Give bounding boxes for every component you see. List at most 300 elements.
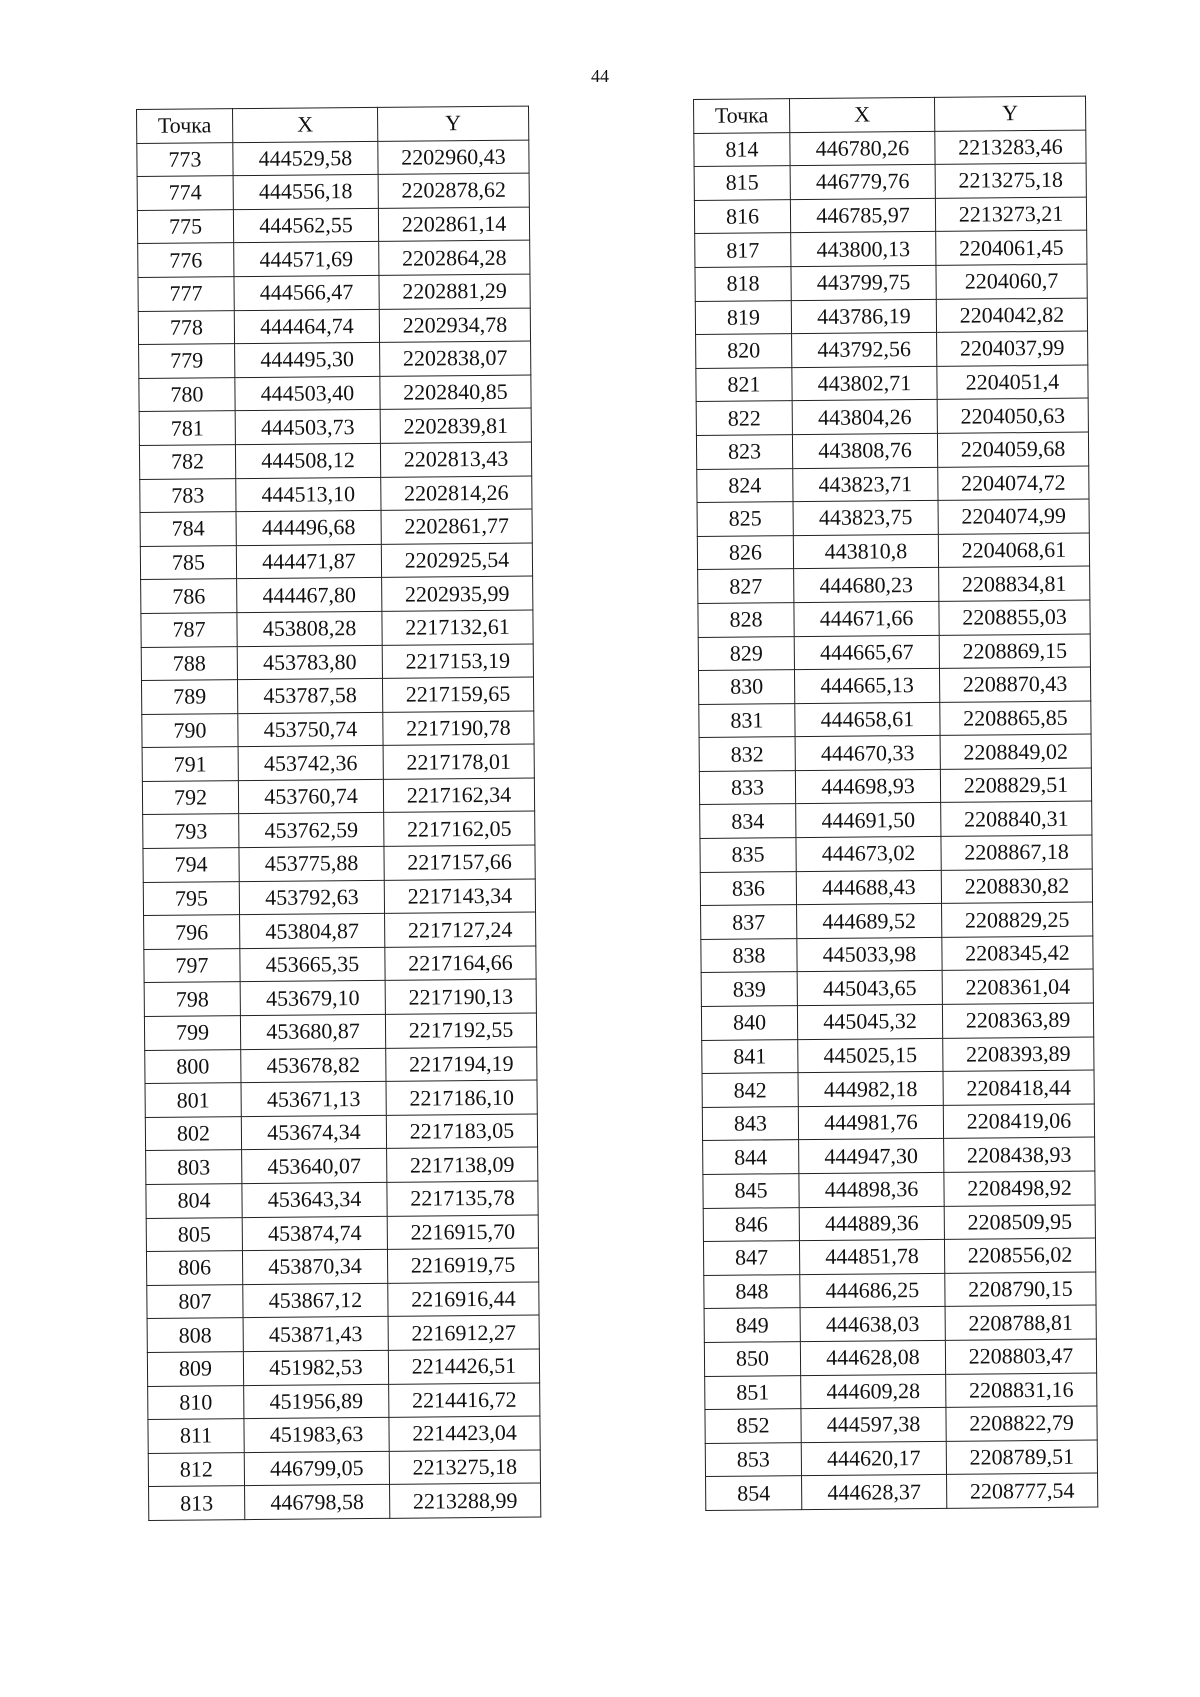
cell-x: 444566,47	[234, 275, 379, 310]
cell-y: 2204037,99	[937, 331, 1088, 366]
cell-point: 825	[697, 502, 793, 536]
table-row	[148, 1416, 540, 1453]
cell-y: 2217190,78	[383, 711, 534, 746]
cell-y: 2202861,14	[378, 207, 529, 242]
cell-x: 453742,36	[238, 746, 383, 781]
cell-y: 2208830,82	[941, 869, 1092, 904]
cell-y: 2208855,03	[939, 600, 1090, 635]
table-row	[697, 499, 1089, 536]
cell-y: 2202840,85	[380, 375, 531, 410]
table-row	[146, 1248, 538, 1285]
table-row	[140, 543, 532, 580]
column-header-point: Точка	[137, 109, 233, 143]
cell-point: 814	[694, 132, 790, 166]
cell-point: 808	[147, 1318, 243, 1352]
cell-y: 2202814,26	[381, 476, 532, 511]
cell-x: 444670,33	[795, 736, 940, 771]
cell-x: 453871,43	[243, 1317, 388, 1352]
cell-y: 2202838,07	[380, 341, 531, 376]
table-row	[697, 533, 1089, 570]
table-row	[147, 1315, 539, 1352]
cell-y: 2216912,27	[388, 1315, 539, 1350]
table-row	[137, 173, 529, 210]
table-row	[147, 1349, 539, 1386]
cell-x: 451956,89	[244, 1384, 389, 1419]
cell-point: 775	[137, 209, 233, 243]
table-row	[703, 1137, 1095, 1174]
cell-y: 2202925,54	[381, 543, 532, 578]
cell-y: 2208509,95	[944, 1205, 1095, 1240]
cell-x: 444556,18	[233, 175, 378, 210]
cell-y: 2217127,24	[385, 912, 536, 947]
cell-x: 453867,12	[243, 1283, 388, 1318]
cell-y: 2217178,01	[383, 744, 534, 779]
cell-y: 2204061,45	[936, 230, 1087, 265]
cell-x: 453671,13	[241, 1082, 386, 1117]
cell-point: 845	[703, 1174, 799, 1208]
cell-y: 2213288,99	[390, 1483, 541, 1518]
table-row	[702, 1070, 1094, 1107]
cell-x: 444628,08	[800, 1340, 945, 1375]
cell-x: 453640,07	[242, 1149, 387, 1184]
cell-point: 836	[700, 871, 796, 905]
cell-y: 2204042,82	[936, 298, 1087, 333]
cell-point: 822	[696, 401, 792, 435]
table-row	[696, 432, 1088, 469]
table-row	[704, 1272, 1096, 1309]
cell-point: 789	[141, 680, 237, 714]
cell-point: 786	[141, 579, 237, 613]
table-row	[147, 1282, 539, 1319]
cell-y: 2217162,05	[384, 812, 535, 847]
cell-point: 783	[140, 478, 236, 512]
cell-y: 2208834,81	[939, 566, 1090, 601]
cell-y: 2208865,85	[940, 701, 1091, 736]
cell-x: 453783,80	[237, 645, 382, 680]
table-row	[704, 1305, 1096, 1342]
cell-y: 2204060,7	[936, 264, 1087, 299]
cell-y: 2217132,61	[382, 610, 533, 645]
table-row	[701, 1003, 1093, 1040]
cell-point: 773	[137, 142, 233, 176]
cell-point: 837	[701, 905, 797, 939]
cell-x: 444495,30	[235, 343, 380, 378]
cell-point: 811	[148, 1419, 244, 1453]
cell-point: 782	[139, 445, 235, 479]
cell-point: 793	[143, 814, 239, 848]
table-row	[704, 1339, 1096, 1376]
table-row	[700, 835, 1092, 872]
cell-x: 444508,12	[235, 443, 380, 478]
table-row	[695, 230, 1087, 267]
cell-point: 779	[139, 344, 235, 378]
table-row	[148, 1450, 540, 1487]
cell-y: 2213283,46	[935, 130, 1086, 165]
cell-point: 791	[142, 747, 238, 781]
cell-y: 2217164,66	[385, 946, 536, 981]
cell-point: 821	[696, 367, 792, 401]
table-row	[146, 1215, 538, 1252]
cell-x: 444673,02	[796, 836, 941, 871]
cell-y: 2204074,72	[938, 466, 1089, 501]
table-row	[145, 1080, 537, 1117]
table-row	[698, 667, 1090, 704]
table-row	[705, 1373, 1097, 1410]
cell-y: 2217186,10	[386, 1080, 537, 1115]
cell-point: 849	[704, 1308, 800, 1342]
cell-x: 444686,25	[800, 1273, 945, 1308]
table-row	[698, 600, 1090, 637]
cell-y: 2208849,02	[940, 734, 1091, 769]
cell-y: 2217153,19	[382, 644, 533, 679]
cell-point: 826	[697, 535, 793, 569]
cell-x: 444638,03	[800, 1307, 945, 1342]
table-row	[140, 476, 532, 513]
cell-y: 2213275,18	[389, 1450, 540, 1485]
cell-point: 819	[695, 300, 791, 334]
cell-x: 444688,43	[796, 870, 941, 905]
cell-y: 2216915,70	[387, 1215, 538, 1250]
cell-x: 453679,10	[240, 981, 385, 1016]
cell-y: 2217159,65	[382, 677, 533, 712]
cell-point: 827	[698, 569, 794, 603]
table-row	[142, 711, 534, 748]
table-row	[145, 1047, 537, 1084]
cell-x: 444691,50	[796, 803, 941, 838]
cell-x: 444562,55	[233, 208, 378, 243]
cell-y: 2217194,19	[386, 1047, 537, 1082]
cell-x: 453874,74	[242, 1216, 387, 1251]
cell-y: 2204059,68	[937, 432, 1088, 467]
table-row	[139, 442, 531, 479]
cell-x: 444513,10	[236, 477, 381, 512]
table-header-row	[694, 96, 1086, 133]
cell-point: 796	[144, 915, 240, 949]
cell-y: 2217192,55	[385, 1013, 536, 1048]
cell-x: 444698,93	[795, 769, 940, 804]
table-row	[697, 466, 1089, 503]
cell-point: 806	[146, 1251, 242, 1285]
table-row	[703, 1205, 1095, 1242]
cell-y: 2217157,66	[384, 845, 535, 880]
cell-point: 787	[141, 613, 237, 647]
table-row	[694, 130, 1086, 167]
cell-y: 2217143,34	[384, 879, 535, 914]
cell-point: 812	[148, 1452, 244, 1486]
cell-y: 2202878,62	[378, 173, 529, 208]
cell-y: 2202813,43	[380, 442, 531, 477]
cell-x: 453678,82	[241, 1048, 386, 1083]
cell-point: 774	[137, 176, 233, 210]
table-row	[696, 331, 1088, 368]
cell-x: 453804,87	[240, 914, 385, 949]
table-row	[700, 869, 1092, 906]
cell-x: 443810,8	[793, 534, 938, 569]
cell-y: 2202881,29	[379, 274, 530, 309]
table-row	[144, 912, 536, 949]
table-row	[706, 1473, 1098, 1510]
cell-y: 2208419,06	[943, 1104, 1094, 1139]
coordinates-table-left	[136, 106, 541, 1521]
cell-point: 846	[703, 1207, 799, 1241]
cell-y: 2208869,15	[939, 634, 1090, 669]
cell-point: 776	[138, 243, 234, 277]
cell-point: 820	[696, 334, 792, 368]
cell-y: 2208840,31	[941, 802, 1092, 837]
cell-y: 2202861,77	[381, 509, 532, 544]
cell-point: 841	[702, 1039, 798, 1073]
cell-y: 2204068,61	[938, 533, 1089, 568]
cell-point: 803	[146, 1150, 242, 1184]
table-row	[139, 408, 531, 445]
cell-point: 853	[705, 1442, 801, 1476]
cell-x: 453750,74	[238, 712, 383, 747]
table-row	[139, 341, 531, 378]
table-row	[139, 375, 531, 412]
table-row	[143, 879, 535, 916]
cell-y: 2217190,13	[385, 979, 536, 1014]
table-row	[694, 197, 1086, 234]
table-row	[699, 734, 1091, 771]
cell-y: 2202960,43	[378, 140, 529, 175]
table-row	[705, 1406, 1097, 1443]
cell-y: 2208789,51	[946, 1440, 1097, 1475]
cell-y: 2214426,51	[388, 1349, 539, 1384]
cell-point: 829	[698, 636, 794, 670]
cell-point: 794	[143, 848, 239, 882]
table-row	[705, 1440, 1097, 1477]
cell-point: 810	[148, 1385, 244, 1419]
cell-x: 444947,30	[799, 1139, 944, 1174]
cell-x: 444671,66	[794, 601, 939, 636]
table-row	[144, 946, 536, 983]
cell-y: 2213273,21	[935, 197, 1086, 232]
cell-y: 2204051,4	[937, 365, 1088, 400]
cell-y: 2208363,89	[942, 1003, 1093, 1038]
cell-x: 444680,23	[794, 568, 939, 603]
cell-point: 781	[139, 411, 235, 445]
cell-point: 843	[702, 1106, 798, 1140]
cell-x: 453762,59	[239, 813, 384, 848]
table-row	[137, 140, 529, 177]
cell-x: 444658,61	[795, 702, 940, 737]
cell-point: 818	[695, 267, 791, 301]
table-row	[700, 802, 1092, 839]
cell-y: 2217183,05	[386, 1114, 537, 1149]
coordinates-table-right	[693, 96, 1098, 1511]
table-row	[701, 969, 1093, 1006]
cell-y: 2208870,43	[939, 667, 1090, 702]
cell-x: 444571,69	[234, 242, 379, 277]
cell-point: 778	[138, 310, 234, 344]
cell-point: 801	[145, 1083, 241, 1117]
cell-point: 854	[706, 1476, 802, 1510]
cell-x: 445043,65	[797, 971, 942, 1006]
cell-point: 792	[142, 781, 238, 815]
cell-x: 451982,53	[243, 1350, 388, 1385]
cell-x: 444851,78	[799, 1240, 944, 1275]
cell-x: 446779,76	[790, 165, 935, 200]
table-row	[696, 398, 1088, 435]
cell-x: 445045,32	[797, 1004, 942, 1039]
table-row	[137, 207, 529, 244]
cell-point: 839	[701, 972, 797, 1006]
cell-x: 444628,37	[802, 1475, 947, 1510]
cell-y: 2217162,34	[383, 778, 534, 813]
table-row	[141, 677, 533, 714]
column-header-y: Y	[377, 106, 528, 141]
cell-y: 2208831,16	[946, 1373, 1097, 1408]
cell-x: 446780,26	[790, 131, 935, 166]
cell-point: 813	[149, 1486, 245, 1520]
table-row	[694, 163, 1086, 200]
cell-x: 444471,87	[236, 544, 381, 579]
cell-point: 834	[700, 804, 796, 838]
cell-y: 2208345,42	[942, 936, 1093, 971]
column-header-point: Точка	[694, 99, 790, 133]
table-row	[146, 1181, 538, 1218]
table-row	[144, 1013, 536, 1050]
cell-x: 453775,88	[239, 846, 384, 881]
table-row	[148, 1383, 540, 1420]
cell-x: 443802,71	[792, 366, 937, 401]
table-row	[143, 845, 535, 882]
table-row	[144, 979, 536, 1016]
cell-y: 2213275,18	[935, 163, 1086, 198]
table-row	[696, 365, 1088, 402]
cell-point: 840	[701, 1006, 797, 1040]
cell-y: 2208788,81	[945, 1305, 1096, 1340]
cell-x: 453643,34	[242, 1182, 387, 1217]
cell-point: 850	[704, 1342, 800, 1376]
cell-y: 2204074,99	[938, 499, 1089, 534]
cell-x: 443799,75	[791, 265, 936, 300]
cell-point: 777	[138, 277, 234, 311]
cell-point: 852	[705, 1409, 801, 1443]
cell-point: 780	[139, 377, 235, 411]
cell-point: 804	[146, 1184, 242, 1218]
cell-point: 802	[145, 1116, 241, 1150]
cell-y: 2214423,04	[389, 1416, 540, 1451]
cell-x: 443823,75	[793, 501, 938, 536]
table-row	[702, 1104, 1094, 1141]
cell-y: 2208361,04	[942, 969, 1093, 1004]
cell-x: 443792,56	[792, 333, 937, 368]
cell-point: 784	[140, 512, 236, 546]
cell-point: 799	[144, 1016, 240, 1050]
table-row	[143, 812, 535, 849]
table-row	[699, 768, 1091, 805]
cell-y: 2202839,81	[380, 408, 531, 443]
cell-x: 446799,05	[244, 1451, 389, 1486]
table-row	[138, 308, 530, 345]
cell-y: 2216916,44	[388, 1282, 539, 1317]
table-row	[141, 576, 533, 613]
cell-point: 797	[144, 948, 240, 982]
table-row	[145, 1114, 537, 1151]
cell-point: 828	[698, 603, 794, 637]
table-row	[695, 264, 1087, 301]
cell-point: 847	[703, 1241, 799, 1275]
table-header-row	[137, 106, 529, 143]
cell-x: 444503,73	[235, 410, 380, 445]
cell-y: 2202935,99	[382, 576, 533, 611]
cell-y: 2208829,51	[940, 768, 1091, 803]
table-row	[146, 1147, 538, 1184]
cell-point: 838	[701, 938, 797, 972]
table-row	[701, 902, 1093, 939]
cell-y: 2216919,75	[387, 1248, 538, 1283]
table-row	[703, 1171, 1095, 1208]
cell-x: 443808,76	[792, 433, 937, 468]
table-row	[149, 1483, 541, 1520]
cell-y: 2204050,63	[937, 398, 1088, 433]
cell-point: 807	[147, 1284, 243, 1318]
cell-x: 445033,98	[797, 937, 942, 972]
cell-x: 444981,76	[798, 1105, 943, 1140]
cell-point: 848	[704, 1274, 800, 1308]
cell-y: 2217138,09	[387, 1147, 538, 1182]
cell-point: 815	[694, 166, 790, 200]
table-row	[141, 610, 533, 647]
cell-x: 446798,58	[245, 1485, 390, 1520]
cell-x: 444982,18	[798, 1072, 943, 1107]
page-number: 44	[591, 66, 609, 86]
table-row	[138, 274, 530, 311]
table-row	[140, 509, 532, 546]
cell-y: 2202864,28	[379, 240, 530, 275]
cell-point: 805	[146, 1217, 242, 1251]
cell-y: 2208777,54	[947, 1473, 1098, 1508]
cell-x: 453792,63	[239, 880, 384, 915]
column-header-x: X	[790, 97, 935, 132]
cell-x: 443823,71	[793, 467, 938, 502]
cell-point: 817	[695, 233, 791, 267]
table-row	[142, 744, 534, 781]
table-row	[138, 240, 530, 277]
cell-point: 833	[699, 771, 795, 805]
cell-point: 842	[702, 1073, 798, 1107]
cell-point: 823	[696, 435, 792, 469]
cell-x: 444609,28	[801, 1374, 946, 1409]
table-row	[703, 1238, 1095, 1275]
table-row	[702, 1037, 1094, 1074]
cell-y: 2202934,78	[379, 308, 530, 343]
cell-y: 2208498,92	[944, 1171, 1095, 1206]
cell-y: 2208790,15	[945, 1272, 1096, 1307]
cell-point: 816	[694, 199, 790, 233]
cell-x: 443786,19	[791, 299, 936, 334]
cell-point: 830	[698, 670, 794, 704]
cell-point: 788	[141, 646, 237, 680]
cell-point: 824	[697, 468, 793, 502]
cell-point: 835	[700, 838, 796, 872]
cell-point: 851	[705, 1375, 801, 1409]
cell-point: 844	[703, 1140, 799, 1174]
table-row	[698, 634, 1090, 671]
cell-y: 2214416,72	[389, 1383, 540, 1418]
cell-y: 2208418,44	[943, 1070, 1094, 1105]
cell-x: 451983,63	[244, 1417, 389, 1452]
cell-x: 444665,67	[794, 635, 939, 670]
cell-x: 453870,34	[242, 1250, 387, 1285]
cell-point: 831	[699, 703, 795, 737]
cell-x: 453760,74	[238, 779, 383, 814]
table-row	[701, 936, 1093, 973]
cell-y: 2208822,79	[946, 1406, 1097, 1441]
cell-x: 444665,13	[794, 668, 939, 703]
cell-x: 444597,38	[801, 1407, 946, 1442]
